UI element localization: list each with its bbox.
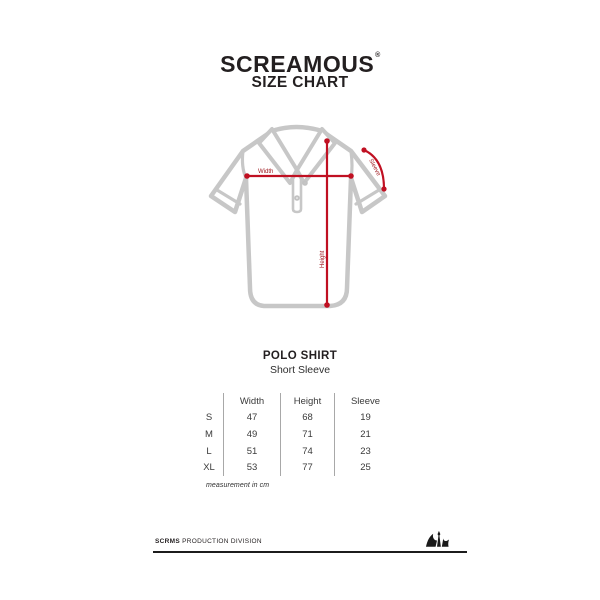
brand-title-text: SCREAMOUS	[220, 51, 375, 77]
table-cell: 53	[223, 459, 280, 476]
product-variant: Short Sleeve	[269, 364, 331, 376]
registered-mark: ®	[375, 52, 381, 59]
width-label: Width	[258, 169, 274, 175]
table-header-width: Width	[223, 393, 280, 410]
width-dot-left	[244, 173, 250, 179]
table-cell: 19	[334, 410, 396, 427]
table-cell: 49	[223, 426, 280, 443]
sleeve-dot-bottom	[381, 186, 386, 191]
measurement-note: measurement in cm	[206, 482, 270, 489]
table-cell: 77	[280, 459, 334, 476]
page-title: SIZE CHART	[251, 74, 349, 91]
footer-divider-line	[153, 551, 467, 553]
table-cell: 68	[280, 410, 334, 427]
table-cell: 23	[334, 443, 396, 460]
height-dot-bottom	[324, 302, 330, 308]
footer-brand-abbr: SCRMS	[155, 538, 180, 545]
table-cell: 71	[280, 426, 334, 443]
width-dot-right	[348, 173, 354, 179]
height-dot-top	[324, 138, 330, 144]
table-cell: 21	[334, 426, 396, 443]
table-cell: 74	[280, 443, 334, 460]
footer-division: PRODUCTION DIVISION	[179, 538, 262, 545]
product-name: POLO SHIRT	[262, 350, 338, 362]
footer-credit	[155, 538, 262, 545]
sleeve-dot-top	[361, 147, 366, 152]
table-header-sleeve: Sleeve	[334, 393, 396, 410]
sleeve-label: Sleeve	[367, 158, 382, 178]
table-header-height: Height	[280, 393, 334, 410]
size-label-m: M	[205, 428, 213, 440]
size-label-l: L	[206, 445, 212, 457]
table-cell: 47	[223, 410, 280, 427]
shirt-body-outline	[211, 127, 385, 306]
crown-logo-icon	[425, 530, 450, 548]
size-label-xl: XL	[203, 462, 215, 474]
table-cell: 25	[334, 459, 396, 476]
table-corner-cell	[195, 393, 223, 410]
height-label: Height	[320, 250, 326, 268]
size-table	[195, 393, 396, 476]
size-label-s: S	[205, 412, 213, 424]
polo-shirt-diagram	[170, 100, 430, 330]
table-cell: 51	[223, 443, 280, 460]
